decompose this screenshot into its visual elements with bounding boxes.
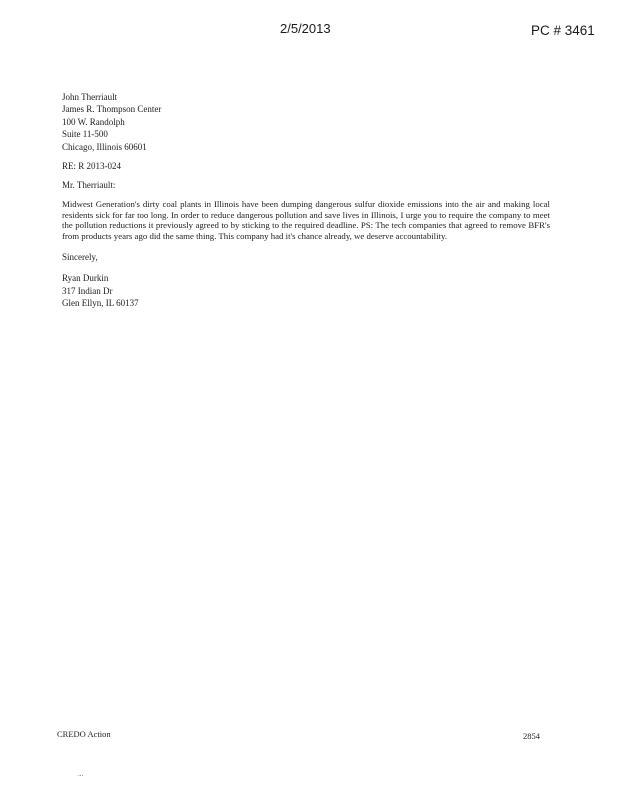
recipient-city: Chicago, Illinois 60601: [62, 141, 147, 152]
recipient-address: [62, 91, 550, 153]
letter-paragraph: Midwest Generation's dirty coal plants in Illinois have been dumping dangerous sulfur dioxide emissions into the air and making local residents sick for far too long. In order to reduce dangerous pollution and save lives in Illinois, I urge you to require the company to meet the pollution reductions it previously agreed to by sticking to the required deadline. PS: The tech companies that agreed to remove BFR's from products years ago did the same thing. This company had it's chance already, we deserve accountability.: [62, 198, 550, 242]
closing: Sincerely,: [62, 252, 98, 263]
header-pc-number: PC # 3461: [531, 23, 595, 38]
reference-line: RE: R 2013-024: [62, 161, 122, 172]
salutation: Mr. Therriault:: [62, 180, 116, 191]
letter-body: [62, 91, 550, 310]
recipient-suite: Suite 11-500: [62, 129, 108, 140]
footer-scan-mark: ...: [78, 770, 84, 778]
sender-name: Ryan Durkin: [62, 273, 109, 284]
recipient-building: James R. Thompson Center: [62, 104, 162, 115]
sender-city: Glen Ellyn, IL 60137: [62, 298, 139, 309]
footer-source: CREDO Action: [57, 729, 111, 739]
recipient-name: John Therriault: [62, 92, 118, 102]
recipient-street: 100 W. Randolph: [62, 116, 125, 127]
sender-address: [62, 272, 550, 309]
header-date: 2/5/2013: [280, 21, 331, 36]
sender-street: 317 Indian Dr: [62, 285, 113, 296]
footer-page-number: 2854: [523, 731, 540, 741]
